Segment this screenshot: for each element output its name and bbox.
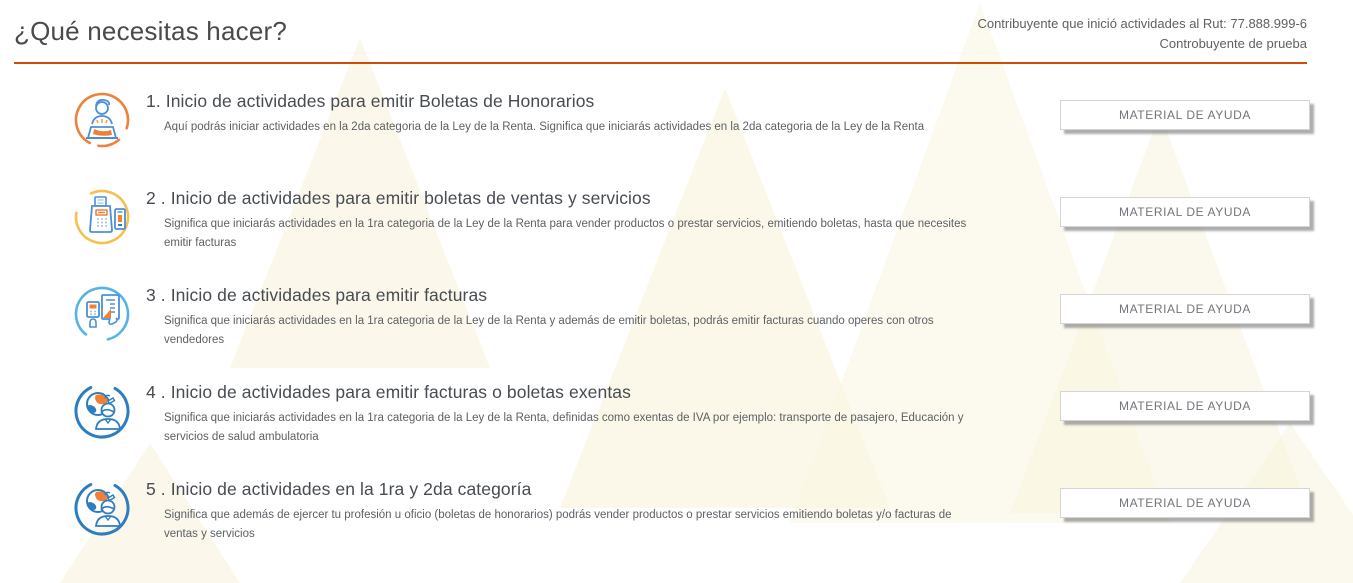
item-description: Significa que iniciarás actividades en la 1ra categoria de la Ley de la Renta y además de emitir boletas, podrás emitir facturas cuando operes con otros vendedores [164, 315, 934, 346]
material-de-ayuda-button-4[interactable]: MATERIAL DE AYUDA [1060, 391, 1310, 421]
item-title: 3 . Inicio de actividades para emitir facturas [146, 285, 488, 305]
service-item-content [146, 282, 1060, 350]
service-options-list [0, 64, 1353, 573]
service-item-4 [0, 379, 1353, 476]
page-title: ¿Qué necesitas hacer? [14, 16, 288, 46]
item-title: 4 . Inicio de actividades para emitir facturas o boletas exentas [146, 382, 631, 402]
item-description: Significa que además de ejercer tu profesión u oficio (boletas de honorarios) podrás vender productos o prestar servicios emitiendo boletas y/o facturas de ventas y servicios [164, 509, 952, 540]
taxpayer-info [977, 12, 1307, 54]
service-item-5 [0, 476, 1353, 573]
page-header [0, 0, 1353, 54]
service-item-3 [0, 282, 1353, 379]
item-title: 5 . Inicio de actividades en la 1ra y 2da categoría [146, 479, 532, 499]
material-de-ayuda-button-1[interactable]: MATERIAL DE AYUDA [1060, 100, 1310, 130]
person-laptop-icon [72, 88, 132, 152]
material-de-ayuda-button-2[interactable]: MATERIAL DE AYUDA [1060, 197, 1310, 227]
taxpayer-rut-line: Contribuyente que inició actividades al Rut: 77.888.999-6 [977, 16, 1307, 31]
item-description: Significa que iniciarás actividades en la 1ra categoria de la Ley de la Renta para vender productos o prestar servicios, emitiendo boletas, hasta que necesites emitir facturas [164, 218, 967, 249]
material-de-ayuda-button-5[interactable]: MATERIAL DE AYUDA [1060, 488, 1310, 518]
service-item-2 [0, 185, 1353, 282]
service-item-1 [0, 88, 1353, 185]
item-description: Significa que iniciarás actividades en la 1ra categoria de la Ley de la Renta, definidas como exentas de IVA por ejemplo: transporte de pasajero, Educación y servicios de salud ambulatoria [164, 412, 964, 443]
taxpayer-type-line: Controbuyente de prueba [1159, 36, 1307, 51]
service-item-content [146, 476, 1060, 544]
globe-person-icon [72, 476, 132, 540]
item-title: 1. Inicio de actividades para emitir Boletas de Honorarios [146, 91, 595, 111]
material-de-ayuda-button-3[interactable]: MATERIAL DE AYUDA [1060, 294, 1310, 324]
service-item-content [146, 185, 1060, 253]
calculator-invoice-icon [72, 282, 132, 346]
service-item-content [146, 379, 1060, 447]
globe-person-icon [72, 379, 132, 443]
item-title: 2 . Inicio de actividades para emitir boletas de ventas y servicios [146, 188, 651, 208]
item-description: Aquí podrás iniciar actividades en la 2da categoria de la Ley de la Renta. Significa que iniciarás actividades en la 2da categoria de la Ley de la Renta [164, 121, 925, 133]
pos-terminal-icon [72, 185, 132, 249]
service-item-content [146, 88, 1060, 137]
